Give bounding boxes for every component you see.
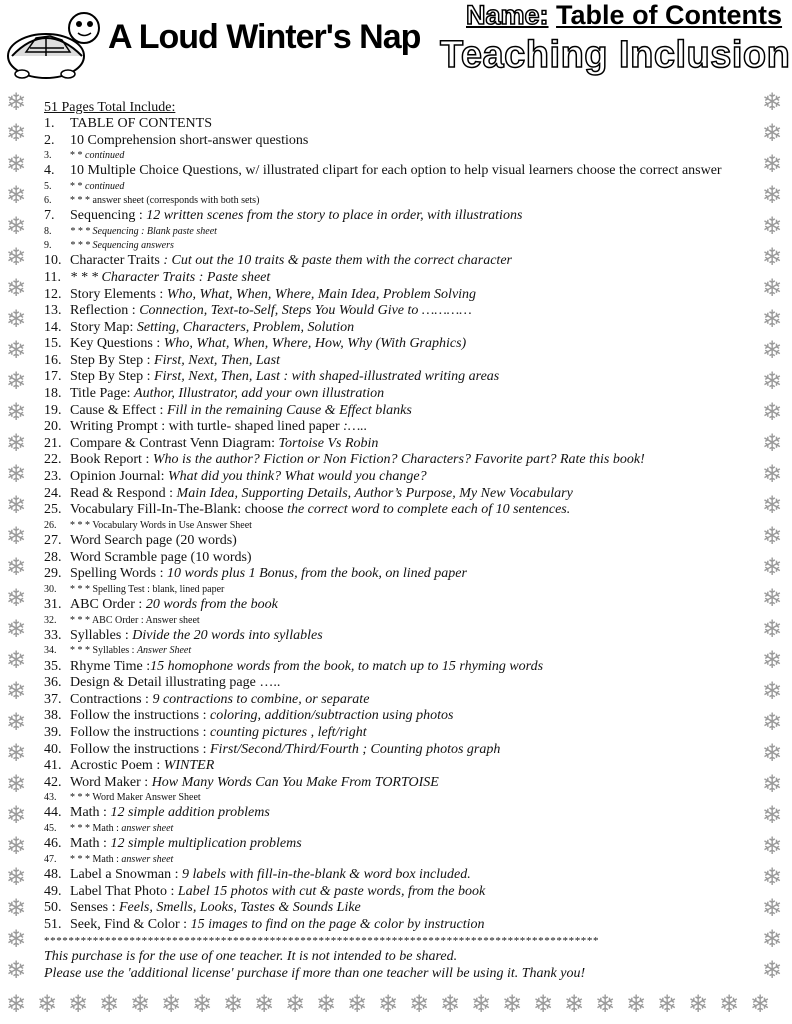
- snowflake-icon: ❄: [6, 460, 27, 488]
- snowflake-icon: ❄: [762, 150, 783, 178]
- item-number: 31.: [44, 596, 62, 612]
- snowflake-icon: ❄: [130, 990, 151, 1018]
- item-number: 34.: [44, 645, 57, 657]
- snowflake-icon: ❄: [6, 801, 27, 829]
- item-text: * * * Syllables :: [70, 645, 137, 657]
- snowflake-icon: ❄: [762, 894, 783, 922]
- snowflake-icon: ❄: [762, 274, 783, 302]
- name-value: Table of Contents: [556, 0, 783, 30]
- snowflake-icon: ❄: [762, 584, 783, 612]
- item-detail: 12 simple addition problems: [110, 805, 270, 821]
- subtitle: Teaching Inclusion: [440, 34, 791, 76]
- item-text: * * * answer sheet (corresponds with both sets): [70, 195, 260, 207]
- list-item: [44, 303, 744, 320]
- list-item: [44, 486, 744, 503]
- item-detail: Fill in the remaining Cause & Effect blanks: [166, 402, 412, 418]
- snowflake-icon: ❄: [6, 274, 27, 302]
- item-text: * * * Spelling Test : blank, lined paper: [70, 583, 225, 595]
- item-text: Key Questions :: [70, 336, 164, 352]
- item-number: 20.: [44, 419, 62, 435]
- item-text: Follow the instructions :: [70, 708, 210, 724]
- list-item: [44, 469, 744, 486]
- item-text: Title Page:: [70, 386, 135, 402]
- item-detail: Label 15 photos with cut & paste words, from the book: [177, 883, 486, 899]
- list-item: [44, 502, 744, 519]
- item-detail: : Cut out the 10 traits & paste them with the correct character: [163, 253, 512, 269]
- item-detail: Divide the 20 words into syllables: [132, 627, 323, 643]
- snowflake-icon: ❄: [762, 863, 783, 891]
- item-text: Character Traits: [70, 253, 164, 269]
- item-text: Vocabulary Fill-In-The-Blank: choose: [70, 502, 288, 518]
- item-detail: Who is the author? Fiction or Non Fiction? Characters? Favorite part? Rate this book!: [152, 452, 645, 468]
- snowflake-icon: ❄: [68, 990, 89, 1018]
- snowflake-icon: ❄: [6, 119, 27, 147]
- item-detail: :…..: [343, 419, 368, 435]
- snowflake-icon: ❄: [762, 212, 783, 240]
- item-number: 9.: [44, 240, 52, 252]
- contents-list: [44, 116, 744, 933]
- item-text: Follow the instructions :: [70, 724, 210, 740]
- list-item: [44, 884, 744, 901]
- item-text: Word Scramble page (10 words): [70, 549, 252, 565]
- snowflake-icon: ❄: [762, 491, 783, 519]
- item-detail: Answer Sheet: [136, 645, 192, 657]
- snowflake-icon: ❄: [223, 990, 244, 1018]
- item-number: 36.: [44, 675, 62, 691]
- item-detail: 20 words from the book: [145, 596, 278, 612]
- item-text: Spelling Words :: [70, 566, 168, 582]
- item-number: 47.: [44, 853, 57, 865]
- list-item: [44, 208, 744, 225]
- item-number: 43.: [44, 792, 57, 804]
- snowflake-icon: ❄: [564, 990, 585, 1018]
- snowflake-icon: ❄: [762, 770, 783, 798]
- item-detail: 12 written scenes from the story to place in order, with illustrations: [146, 208, 523, 224]
- snowflake-icon: ❄: [6, 677, 27, 705]
- snowflake-icon: ❄: [762, 708, 783, 736]
- snowflake-icon: ❄: [6, 181, 27, 209]
- item-text: Label That Photo :: [70, 883, 178, 899]
- snowflake-icon: ❄: [6, 212, 27, 240]
- list-item: [44, 836, 744, 853]
- snowflake-icon: ❄: [6, 584, 27, 612]
- item-number: 1.: [44, 116, 55, 131]
- list-item: [44, 519, 744, 533]
- item-text: Syllables :: [70, 627, 133, 643]
- item-number: 12.: [44, 286, 62, 302]
- item-number: 49.: [44, 883, 62, 899]
- license-note-2: Please use the 'additional license' purchase if more than one teacher will be using it. Thank you!: [44, 966, 586, 982]
- snowflake-icon: ❄: [762, 615, 783, 643]
- list-item: [44, 550, 744, 567]
- list-item: [44, 614, 744, 628]
- item-text: Word Search page (20 words): [70, 533, 237, 548]
- item-text: Story Map:: [70, 319, 137, 335]
- snowflake-icon: ❄: [254, 990, 275, 1018]
- item-number: 3.: [44, 150, 52, 162]
- item-text: Sequencing :: [70, 208, 147, 224]
- list-item: [44, 116, 744, 133]
- list-item: [44, 692, 744, 709]
- item-detail: answer sheet: [121, 823, 174, 835]
- item-detail: 12 simple multiplication problems: [110, 836, 302, 852]
- item-text: * *: [70, 180, 85, 192]
- snowflake-icon: ❄: [762, 801, 783, 829]
- snowflake-icon: ❄: [6, 150, 27, 178]
- item-text: Seek, Find & Color :: [70, 916, 191, 932]
- item-detail: the correct word to complete each of 10 sentences.: [287, 502, 571, 518]
- item-number: 39.: [44, 724, 62, 740]
- list-item: [44, 644, 744, 658]
- item-detail: Connection, Text-to-Self, Steps You Would Give to …………: [139, 303, 472, 319]
- snowflake-icon: ❄: [502, 990, 523, 1018]
- item-text: Math :: [70, 805, 111, 821]
- item-number: 2.: [44, 132, 55, 148]
- snowflake-icon: ❄: [6, 305, 27, 333]
- item-text: Cause & Effect :: [70, 402, 167, 418]
- item-detail: * * * Sequencing answers: [70, 240, 174, 252]
- item-number: 45.: [44, 823, 57, 835]
- item-detail: Author, Illustrator, add your own illustration: [134, 386, 385, 402]
- item-number: 14.: [44, 319, 62, 335]
- snowflake-icon: ❄: [6, 646, 27, 674]
- snowflake-icon: ❄: [762, 429, 783, 457]
- list-item: [44, 180, 744, 194]
- list-item: [44, 775, 744, 792]
- item-text: Rhyme Time :: [70, 658, 151, 674]
- item-number: 26.: [44, 519, 57, 531]
- snowflake-icon: ❄: [192, 990, 213, 1018]
- snowflake-icon: ❄: [99, 990, 120, 1018]
- item-number: 13.: [44, 303, 62, 319]
- snowflake-icon: ❄: [6, 615, 27, 643]
- item-number: 7.: [44, 208, 55, 224]
- list-item: [44, 583, 744, 597]
- license-note-1: This purchase is for the use of one teacher. It is not intended to be shared.: [44, 949, 458, 965]
- item-text: * *: [70, 150, 85, 162]
- list-item: [44, 163, 744, 180]
- worksheet-title: A Loud Winter's Nap: [108, 18, 421, 56]
- item-text: Read & Respond :: [70, 485, 177, 501]
- snowflake-icon: ❄: [6, 925, 27, 953]
- item-text: * * * Math :: [70, 853, 122, 865]
- list-item: [44, 353, 744, 370]
- item-detail: Who, What, When, Where, Main Idea, Problem Solving: [166, 286, 477, 302]
- snowflake-icon: ❄: [6, 243, 27, 271]
- snowflake-icon: ❄: [688, 990, 709, 1018]
- snowflake-icon: ❄: [762, 646, 783, 674]
- snowflake-icon: ❄: [762, 832, 783, 860]
- snowflake-icon: ❄: [6, 894, 27, 922]
- snowflake-icon: ❄: [719, 990, 740, 1018]
- list-item: [44, 225, 744, 239]
- snowflake-icon: ❄: [626, 990, 647, 1018]
- item-number: 40.: [44, 741, 62, 757]
- item-text: Opinion Journal:: [70, 469, 168, 485]
- item-detail: counting pictures , left/right: [210, 724, 367, 740]
- snowflake-icon: ❄: [657, 990, 678, 1018]
- snowflake-icon: ❄: [37, 990, 58, 1018]
- snowflake-icon: ❄: [6, 367, 27, 395]
- snowflake-icon: ❄: [409, 990, 430, 1018]
- snowflake-icon: ❄: [762, 460, 783, 488]
- snowflake-icon: ❄: [762, 367, 783, 395]
- snowflake-icon: ❄: [533, 990, 554, 1018]
- item-text: Acrostic Poem :: [70, 758, 164, 774]
- item-detail: * * * Sequencing : Blank paste sheet: [70, 225, 217, 237]
- list-item: [44, 742, 744, 759]
- list-item: [44, 270, 744, 287]
- item-text: Story Elements :: [70, 286, 167, 302]
- list-item: [44, 725, 744, 742]
- item-detail: Who, What, When, Where, How, Why (With Graphics): [163, 336, 467, 352]
- snowflake-icon: ❄: [762, 739, 783, 767]
- list-item: [44, 436, 744, 453]
- item-number: 10.: [44, 253, 62, 269]
- snowflake-icon: ❄: [762, 522, 783, 550]
- item-detail: How Many Words Can You Make From TORTOISE: [151, 774, 439, 790]
- item-detail: continued: [85, 180, 125, 192]
- item-number: 28.: [44, 549, 62, 565]
- item-number: 18.: [44, 386, 62, 402]
- item-detail: 10 words plus 1 Bonus, from the book, on lined paper: [167, 566, 467, 582]
- snowflake-icon: ❄: [762, 553, 783, 581]
- snowflake-icon: ❄: [6, 88, 27, 116]
- snowflake-icon: ❄: [762, 88, 783, 116]
- item-number: 6.: [44, 195, 52, 207]
- item-number: 22.: [44, 452, 62, 468]
- list-item: [44, 419, 744, 436]
- item-text: 10 Multiple Choice Questions, w/ illustrated clipart for each option to help visual learners choose the correct answer: [70, 163, 722, 179]
- list-item: [44, 320, 744, 337]
- snowflake-icon: ❄: [161, 990, 182, 1018]
- list-item: [44, 597, 744, 614]
- item-number: 11.: [44, 269, 61, 285]
- item-detail: 9 contractions to combine, or separate: [152, 691, 370, 707]
- list-item: [44, 253, 744, 270]
- item-text: ABC Order :: [70, 596, 146, 612]
- list-item: [44, 287, 744, 304]
- list-item: [44, 369, 744, 386]
- item-detail: Main Idea, Supporting Details, Author’s Purpose, My New Vocabulary: [176, 485, 573, 501]
- name-line: [466, 0, 782, 31]
- item-number: 35.: [44, 658, 62, 674]
- item-detail: continued: [85, 150, 125, 162]
- snowflake-icon: ❄: [6, 832, 27, 860]
- list-item: [44, 149, 744, 163]
- item-text: Book Report :: [70, 452, 153, 468]
- item-number: 4.: [44, 163, 55, 179]
- item-detail: Feels, Smells, Looks, Tastes & Sounds Like: [119, 900, 361, 916]
- snowflake-icon: ❄: [762, 243, 783, 271]
- snowflake-icon: ❄: [6, 429, 27, 457]
- snowflake-icon: ❄: [6, 770, 27, 798]
- item-detail: 15 homophone words from the book, to match up to 15 rhyming words: [150, 658, 544, 674]
- item-detail: Setting, Characters, Problem, Solution: [136, 319, 355, 335]
- item-number: 44.: [44, 805, 62, 821]
- snowflake-icon: ❄: [285, 990, 306, 1018]
- item-detail: Tortoise Vs Robin: [278, 435, 379, 451]
- item-text: Word Maker :: [70, 774, 152, 790]
- list-item: [44, 386, 744, 403]
- item-number: 23.: [44, 469, 62, 485]
- list-item: [44, 403, 744, 420]
- item-number: 21.: [44, 435, 62, 451]
- list-item: [44, 758, 744, 775]
- list-item: [44, 900, 744, 917]
- snowflake-icon: ❄: [316, 990, 337, 1018]
- snowflake-icon: ❄: [6, 739, 27, 767]
- list-item: [44, 708, 744, 725]
- list-item: [44, 628, 744, 645]
- list-item: [44, 194, 744, 208]
- item-text: Step By Step :: [70, 352, 155, 368]
- item-number: 38.: [44, 708, 62, 724]
- item-detail: answer sheet: [121, 853, 174, 865]
- snowflake-icon: ❄: [6, 863, 27, 891]
- list-item: [44, 675, 744, 692]
- item-number: 17.: [44, 369, 62, 385]
- snowflake-icon: ❄: [595, 990, 616, 1018]
- item-text: * * * Vocabulary Words in Use Answer Sheet: [70, 519, 252, 531]
- list-item: [44, 133, 744, 150]
- item-number: 15.: [44, 336, 62, 352]
- snowflake-icon: ❄: [6, 398, 27, 426]
- list-item: [44, 659, 744, 676]
- snowflake-icon: ❄: [6, 990, 27, 1018]
- item-detail: 15 images to find on the page & color by instruction: [190, 916, 485, 932]
- item-number: 37.: [44, 691, 62, 707]
- snowflake-icon: ❄: [347, 990, 368, 1018]
- list-item: [44, 791, 744, 805]
- list-item: [44, 566, 744, 583]
- snowflake-icon: ❄: [762, 181, 783, 209]
- snowflake-icon: ❄: [6, 491, 27, 519]
- item-number: 50.: [44, 900, 62, 916]
- item-number: 32.: [44, 614, 57, 626]
- snowflake-icon: ❄: [378, 990, 399, 1018]
- item-detail: WINTER: [163, 758, 215, 774]
- snowflake-icon: ❄: [6, 956, 27, 984]
- pages-summary: 51 Pages Total Include:: [44, 100, 176, 115]
- list-item: [44, 853, 744, 867]
- snowflake-icon: ❄: [471, 990, 492, 1018]
- item-detail: What did you think? What would you change?: [168, 469, 427, 485]
- snowflake-icon: ❄: [762, 677, 783, 705]
- item-number: 48.: [44, 867, 62, 883]
- item-detail: * * * Character Traits : Paste sheet: [70, 269, 271, 285]
- snowflake-icon: ❄: [762, 336, 783, 364]
- list-item: [44, 452, 744, 469]
- item-number: 27.: [44, 533, 62, 548]
- item-text: 10 Comprehension short-answer questions: [70, 132, 309, 148]
- snowflake-icon: ❄: [762, 305, 783, 333]
- list-item: [44, 805, 744, 822]
- item-text: Design & Detail illustrating page …..: [70, 675, 281, 691]
- item-text: Step By Step :: [70, 369, 155, 385]
- snowflake-icon: ❄: [6, 336, 27, 364]
- item-number: 24.: [44, 485, 62, 501]
- item-number: 5.: [44, 180, 52, 192]
- item-number: 25.: [44, 502, 62, 518]
- snowflake-icon: ❄: [6, 553, 27, 581]
- list-item: [44, 822, 744, 836]
- item-detail: First, Next, Then, Last: [154, 352, 281, 368]
- item-text: Follow the instructions :: [70, 741, 210, 757]
- list-item: [44, 867, 744, 884]
- item-text: Math :: [70, 836, 111, 852]
- item-text: Senses :: [70, 900, 119, 916]
- snowflake-icon: ❄: [6, 522, 27, 550]
- separator-line: *******************************************************************************************: [44, 935, 600, 948]
- item-detail: coloring, addition/subtraction using photos: [210, 708, 454, 724]
- snowflake-icon: ❄: [750, 990, 771, 1018]
- item-number: 46.: [44, 836, 62, 852]
- list-item: [44, 533, 744, 550]
- item-number: 30.: [44, 583, 57, 595]
- item-number: 16.: [44, 352, 62, 368]
- item-text: * * * Word Maker Answer Sheet: [70, 792, 201, 804]
- item-text: Contractions :: [70, 691, 153, 707]
- snowflake-icon: ❄: [762, 119, 783, 147]
- list-item: [44, 917, 744, 934]
- item-text: * * * Math :: [70, 823, 122, 835]
- item-text: * * * ABC Order : Answer sheet: [70, 614, 200, 626]
- snowflake-icon: ❄: [440, 990, 461, 1018]
- snowflake-icon: ❄: [762, 398, 783, 426]
- snowflake-icon: ❄: [6, 708, 27, 736]
- list-item: [44, 336, 744, 353]
- list-item: [44, 239, 744, 253]
- item-text: Compare & Contrast Venn Diagram:: [70, 435, 279, 451]
- item-number: 33.: [44, 627, 62, 643]
- item-number: 42.: [44, 774, 62, 790]
- item-number: 51.: [44, 916, 62, 932]
- snowflake-icon: ❄: [762, 925, 783, 953]
- item-number: 8.: [44, 225, 52, 237]
- item-text: Writing Prompt : with turtle- shaped lined paper: [70, 419, 344, 435]
- item-number: 29.: [44, 566, 62, 582]
- item-number: 19.: [44, 402, 62, 418]
- item-detail: First, Next, Then, Last : with shaped-illustrated writing areas: [154, 369, 500, 385]
- item-detail: First/Second/Third/Fourth ; Counting photos graph: [210, 741, 501, 757]
- item-text: Label a Snowman :: [70, 867, 182, 883]
- item-number: 41.: [44, 758, 62, 774]
- item-text: Reflection :: [70, 303, 140, 319]
- snowflake-icon: ❄: [762, 956, 783, 984]
- item-detail: 9 labels with fill-in-the-blank & word box included.: [181, 867, 471, 883]
- turtle-logo-icon: [2, 2, 102, 80]
- item-text: TABLE OF CONTENTS: [70, 116, 212, 131]
- name-label: Name:: [466, 0, 549, 30]
- table-of-contents: [44, 99, 744, 982]
